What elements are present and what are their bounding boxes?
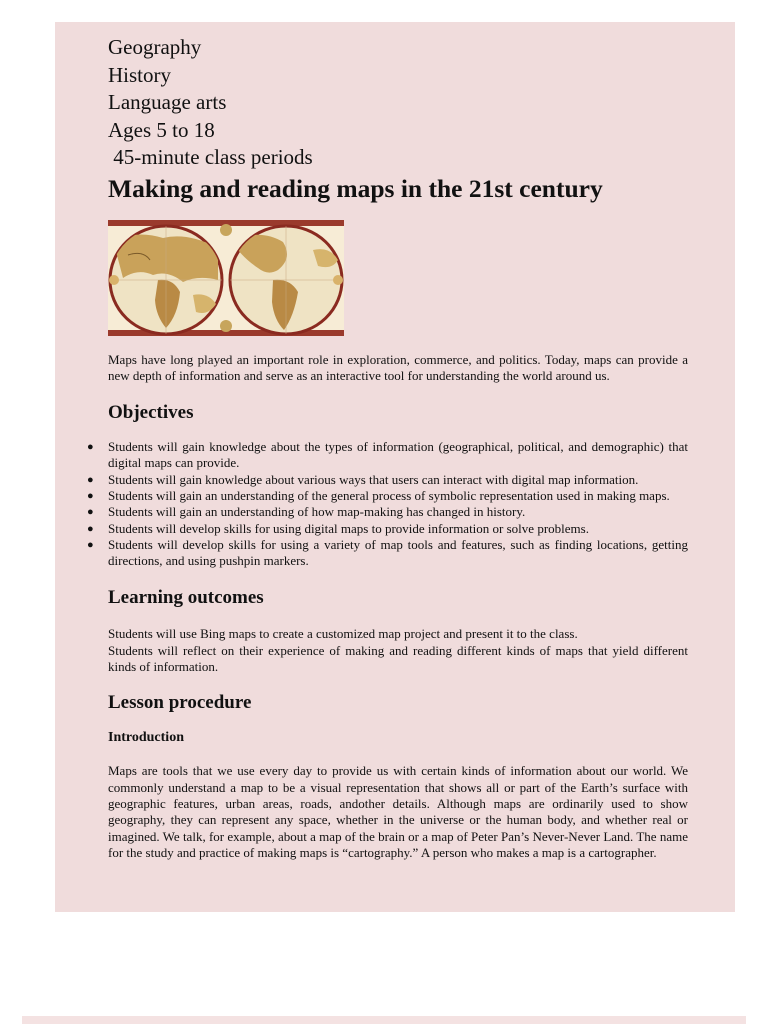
bullet-icon: ● — [87, 441, 94, 454]
bullet-icon: ● — [87, 522, 94, 535]
objective-item: ● Students will develop skills for using a variety of map tools and features, such as finding locations, getting directions, and using pushpin markers. — [87, 536, 688, 569]
objective-item: ● Students will gain knowledge about the types of information (geographical, political, and demographic) that digital maps can provide. — [87, 439, 688, 471]
outcome-paragraph: Students will use Bing maps to create a customized map project and present it to the class. — [108, 626, 578, 642]
world-map-image — [108, 220, 344, 336]
next-page-strip — [22, 1016, 746, 1024]
introduction-subheading: Introduction — [108, 730, 184, 746]
subject-language-arts: Language arts — [108, 90, 227, 114]
world-map-illustration — [108, 220, 344, 336]
objectives-list — [87, 439, 688, 569]
objective-item: ● Students will gain an understanding of how map-making has changed in history. — [87, 504, 526, 520]
objective-item: ● Students will gain knowledge about various ways that users can interact with digital map information. — [87, 471, 639, 487]
learning-outcomes-heading: Learning outcomes — [108, 587, 264, 609]
lesson-procedure-heading: Lesson procedure — [108, 692, 252, 714]
bullet-icon: ● — [87, 489, 94, 502]
introduction-paragraph: Maps are tools that we use every day to provide us with certain kinds of information about our world. We commonly understand a map to be a visual representation that shows all or part of the Earth’s surface with geographic features, urban areas, roads, andother details. Although maps are ordinarily used to show geography, they can represent any space, whether in the universe or the human body, and whether real or imagined. We talk, for example, about a map of the brain or a map of Peter Pan’s Never-Never Land. The name for the study and practice of making maps is “cartography.” A person who makes a map is a cartographer. — [108, 763, 688, 860]
objectives-heading: Objectives — [108, 402, 194, 424]
objective-item: ● Students will gain an understanding of the general process of symbolic representation used in making maps. — [87, 487, 670, 503]
intro-paragraph: Maps have long played an important role in exploration, commerce, and politics. Today, maps can provide a new depth of information and serve as an interactive tool for understanding the world around us. — [108, 351, 688, 383]
bullet-icon: ● — [87, 473, 94, 486]
class-duration: 45-minute class periods — [108, 145, 313, 169]
subject-geography: Geography — [108, 35, 202, 59]
page-title: Making and reading maps in the 21st century — [108, 173, 603, 203]
lesson-content — [87, 34, 688, 861]
age-range: Ages 5 to 18 — [108, 117, 215, 142]
outcome-paragraph: Students will reflect on their experience of making and reading different kinds of maps that yield different kinds of information. — [108, 642, 688, 675]
objective-item: ● Students will develop skills for using digital maps to provide information or solve problems. — [87, 520, 589, 536]
subject-history: History — [108, 62, 171, 87]
bullet-icon: ● — [87, 506, 94, 519]
bullet-icon: ● — [87, 538, 94, 551]
